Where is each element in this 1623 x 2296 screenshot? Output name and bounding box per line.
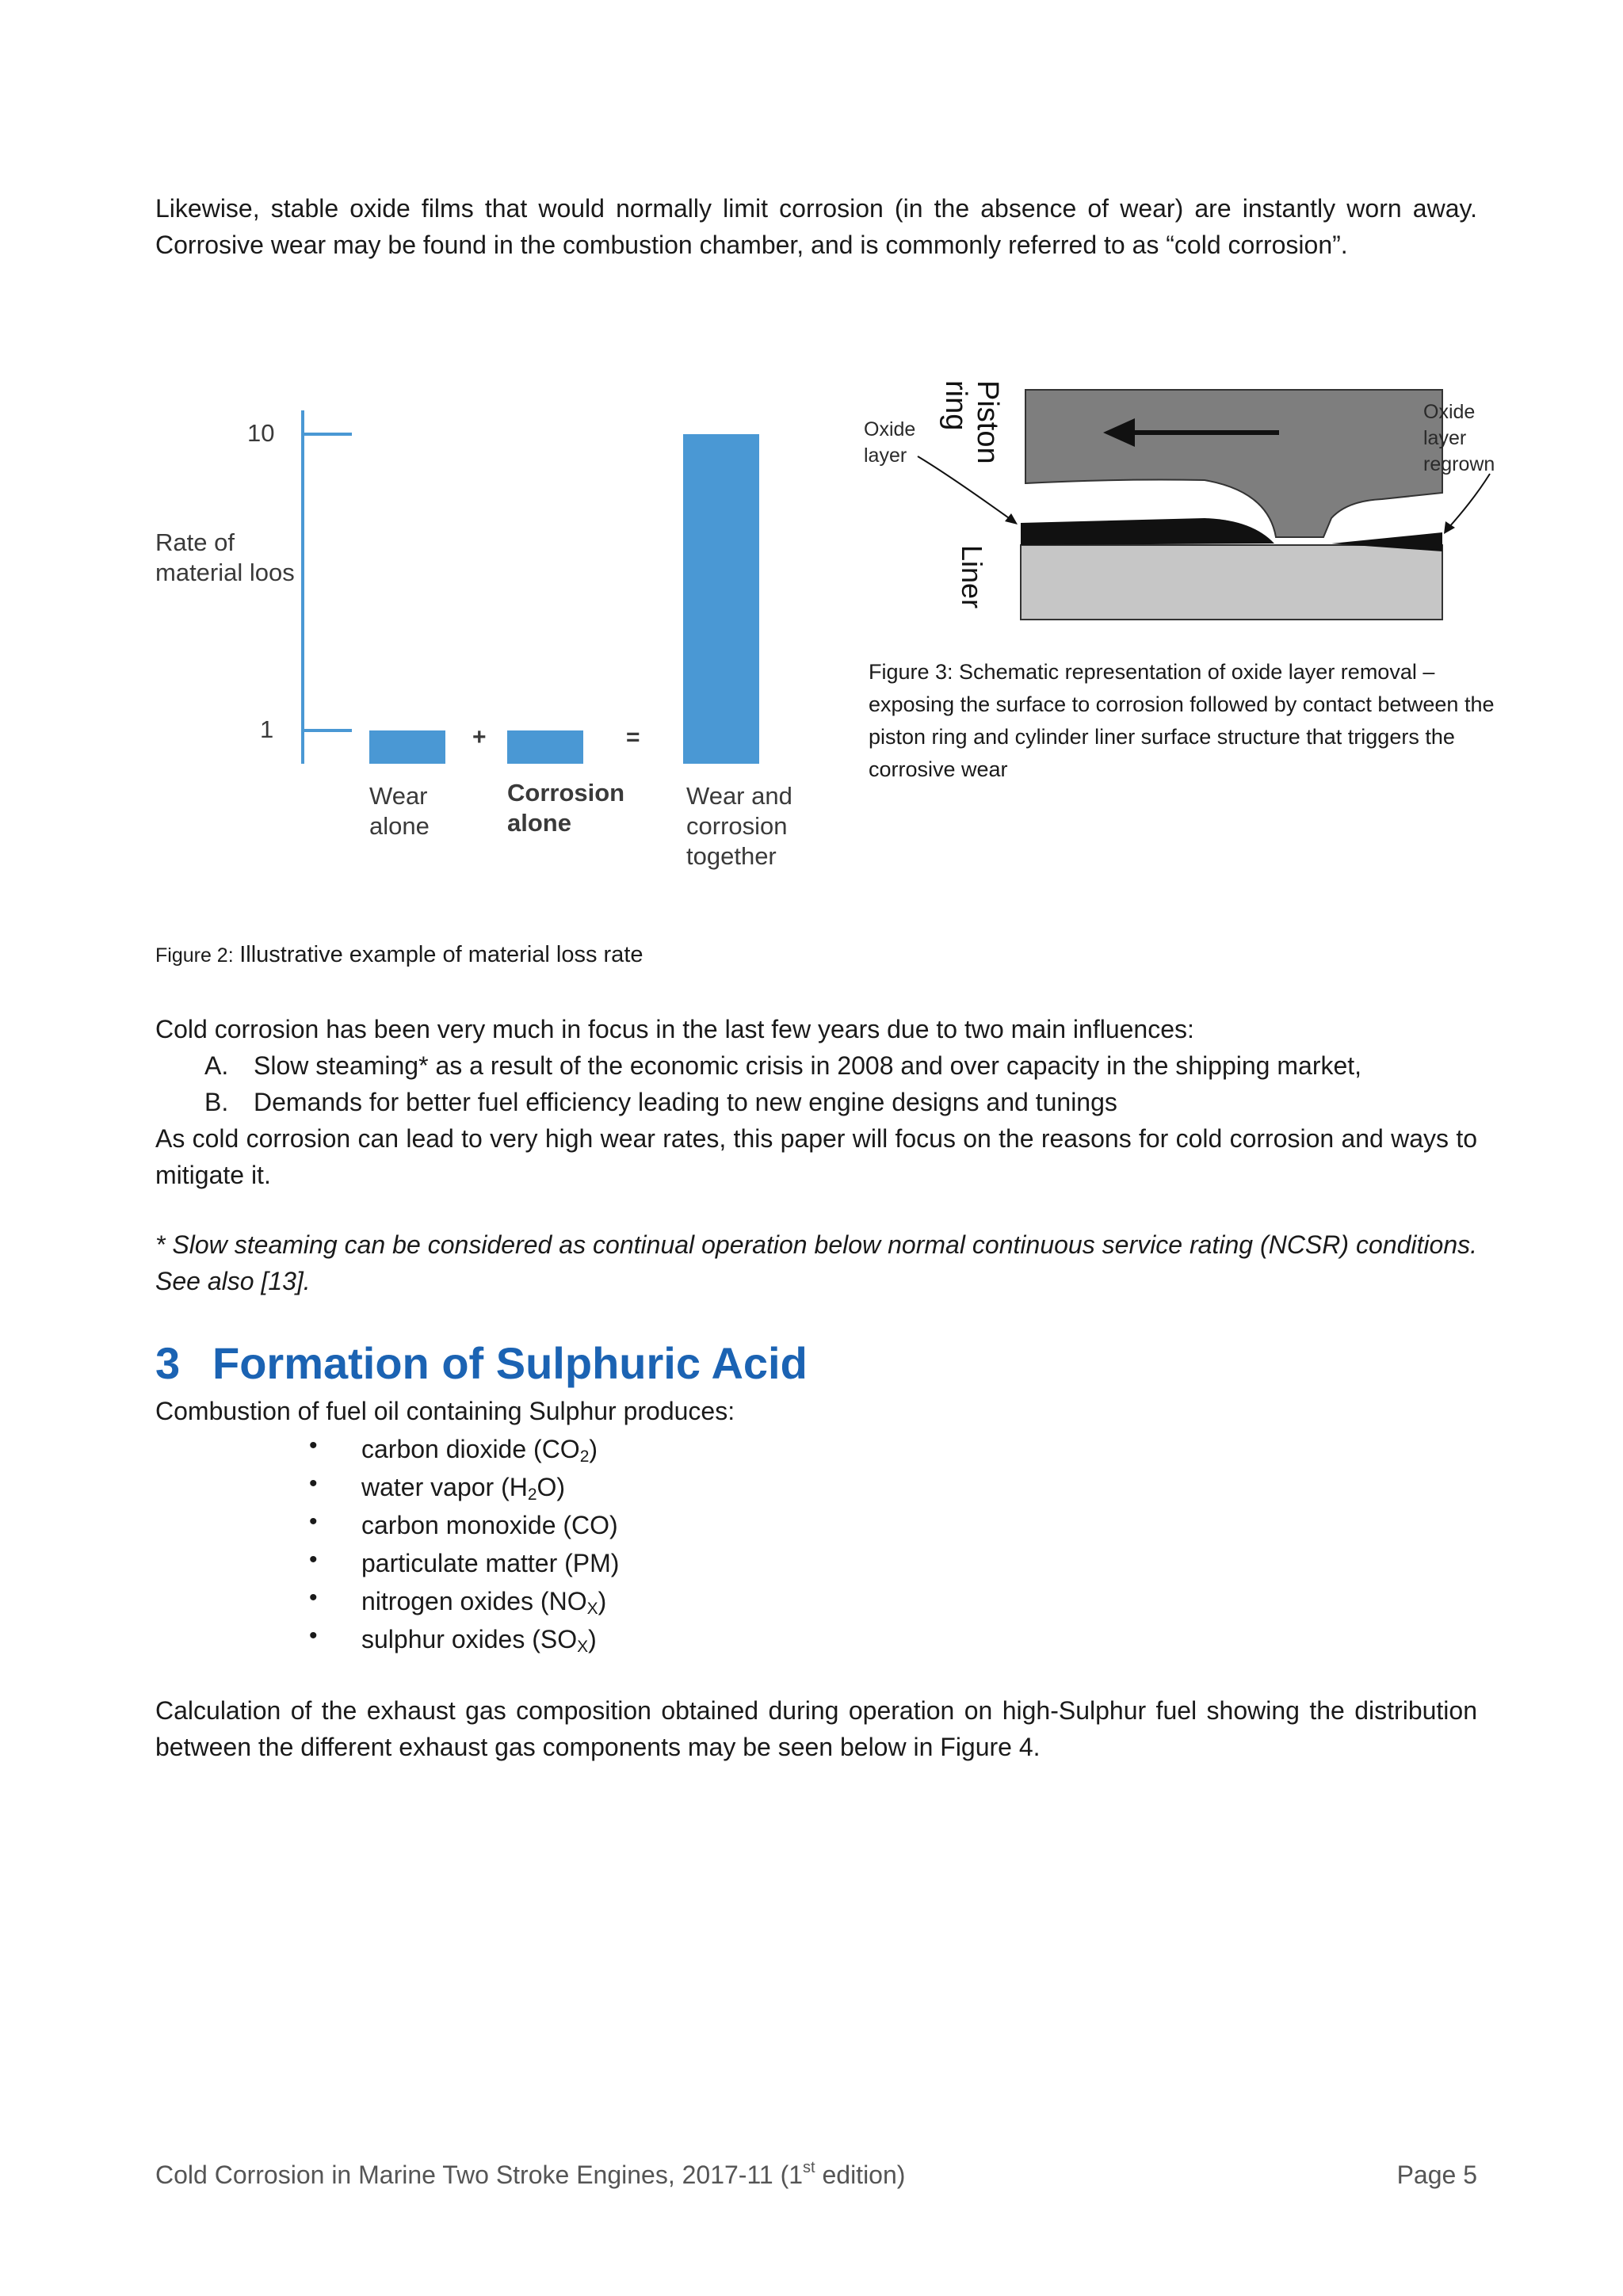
bullet-icon: •	[309, 1547, 318, 1573]
oxide-regrown-leader	[1449, 474, 1490, 528]
section-number: 3	[155, 1338, 181, 1388]
y-axis-label: Rate of material loos	[155, 528, 295, 586]
list-item: nitrogen oxides $(NO_X)$	[361, 1587, 607, 1618]
list-item: particulate matter (PM)	[361, 1549, 620, 1577]
bullet-icon: •	[309, 1508, 318, 1535]
bar-wear-and-corrosion-together	[683, 434, 759, 764]
list-item-b: Demands for better fuel efficiency leading to new engine designs and tunings	[254, 1088, 1117, 1116]
cold-corrosion-intro: Cold corrosion has been very much in focus in the last few years due to two main influences:	[155, 1015, 1194, 1043]
footer-document-title: Cold Corrosion in Marine Two Stroke Engines, 2017-11 (1st edition)	[155, 2159, 906, 2189]
oxide-layer-left	[1021, 518, 1274, 545]
category-label-corrosion-alone: Corrosion alone	[507, 779, 625, 837]
bar-corrosion-alone	[507, 730, 583, 764]
figure-2-chart	[151, 396, 816, 879]
list-item: carbon monoxide (CO)	[361, 1511, 618, 1539]
plus-operator: +	[472, 724, 487, 750]
list-marker-b: B.	[204, 1088, 229, 1116]
list-item: sulphur oxides $(SO_X)$	[361, 1625, 597, 1656]
y-tick-mark-1	[301, 729, 352, 732]
list-marker-a: A.	[204, 1051, 229, 1080]
bar-wear-alone	[369, 730, 445, 764]
y-axis-line	[301, 410, 304, 764]
list-item-a: Slow steaming* as a result of the economic crisis in 2008 and over capacity in the shipping market,	[254, 1051, 1362, 1080]
section-title: Formation of Sulphuric Acid	[212, 1338, 808, 1388]
cold-corrosion-conclusion: As cold corrosion can lead to very high wear rates, this paper will focus on the reasons for cold corrosion and ways to mitigate it.	[155, 1124, 1477, 1189]
label-liner: Liner	[956, 545, 988, 609]
bullet-icon: •	[309, 1432, 318, 1459]
bullet-icon: •	[309, 1470, 318, 1497]
section-3-heading	[155, 1337, 808, 1390]
piston-ring-body	[1025, 390, 1442, 537]
label-piston-ring: Piston ring	[939, 380, 1004, 464]
list-item: water vapor $(H_2O)$	[361, 1473, 566, 1504]
bullet-icon: •	[309, 1585, 318, 1611]
category-label-wear-and-corrosion: Wear and corrosion together	[686, 782, 792, 870]
figure-3-caption: Figure 3: Schematic representation of oxide layer removal – exposing the surface to corrosion followed by contact between the piston ring and cylinder liner surface structure that triggers the corrosive wear	[869, 660, 1495, 781]
y-tick-mark-10	[301, 433, 352, 436]
slow-steaming-footnote: * Slow steaming can be considered as continual operation below normal continuous service rating (NCSR) conditions. See also [13].	[155, 1230, 1477, 1295]
intro-paragraph: Likewise, stable oxide films that would normally limit corrosion (in the absence of wear) are instantly worn away. Corrosive wear may be found in the combustion chamber, and is commonly referred to as “cold corrosion”.	[155, 194, 1477, 259]
list-item: carbon dioxide $(CO_2)$	[361, 1435, 598, 1466]
footer-page-number: Page 5	[1396, 2161, 1477, 2189]
label-oxide-layer-regrown: Oxide layer regrown	[1423, 401, 1495, 475]
liner-block	[1021, 545, 1442, 620]
category-label-wear-alone: Wear alone	[369, 782, 430, 840]
label-oxide-layer: Oxide layer	[864, 418, 916, 467]
bullet-icon: •	[309, 1623, 318, 1649]
section-3-closing: Calculation of the exhaust gas composition obtained during operation on high-Sulphur fuel showing the distribution between the different exhaust gas components may be seen below in Figure 4.	[155, 1696, 1477, 1761]
section-3-intro: Combustion of fuel oil containing Sulphur produces:	[155, 1397, 735, 1425]
figure-2-caption: Figure 2: Illustrative example of material loss rate	[155, 942, 643, 967]
y-tick-label-1: 1	[260, 715, 274, 744]
equals-operator: =	[626, 724, 640, 750]
oxide-layer-arrow-icon	[1005, 513, 1018, 524]
figure-3-schematic	[856, 380, 1506, 626]
y-tick-label-10: 10	[247, 419, 275, 447]
